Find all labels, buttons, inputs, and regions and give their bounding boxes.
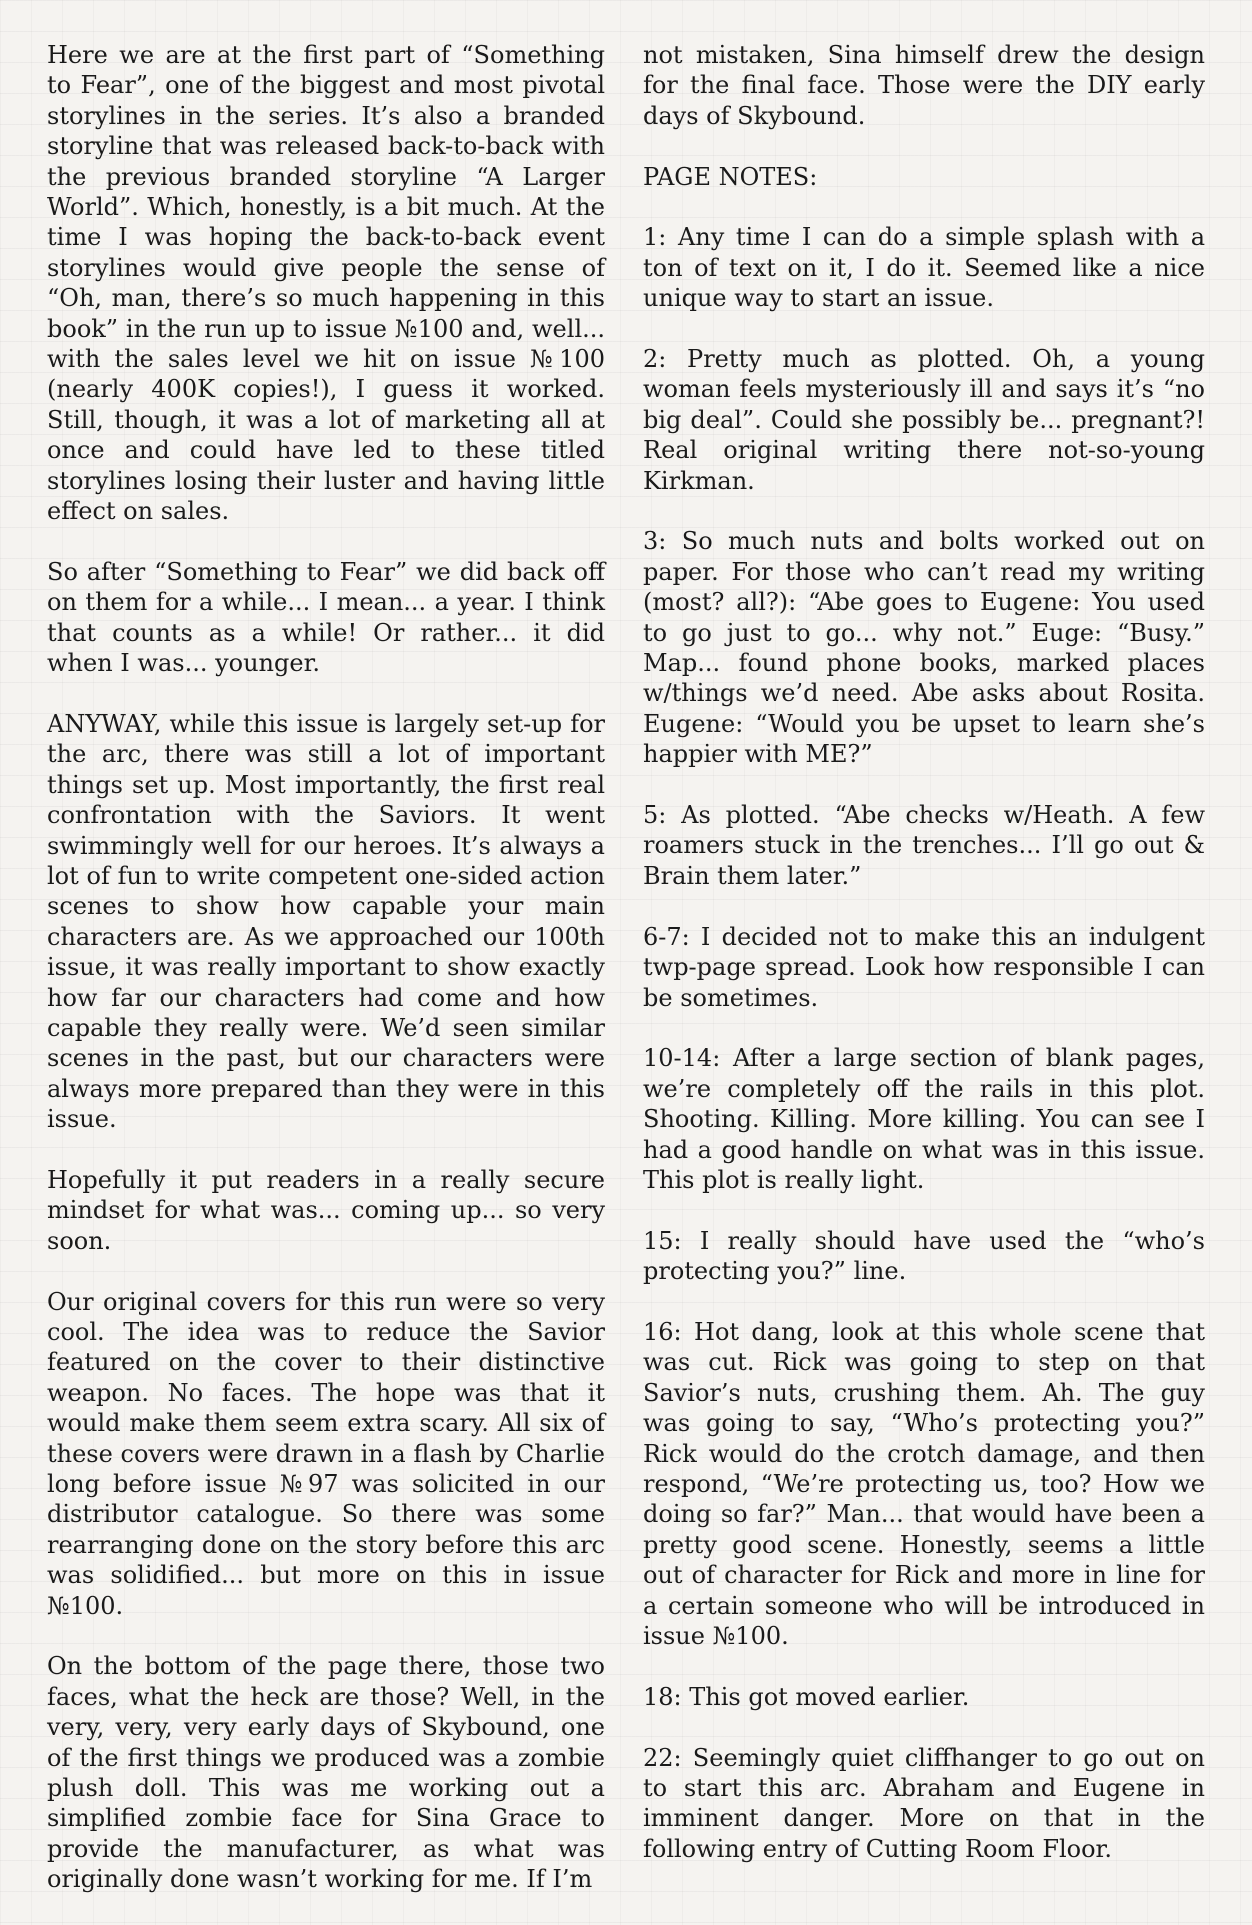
section-heading: PAGE NOTES:: [643, 162, 818, 191]
page-note: 18: This got moved earlier.: [643, 1682, 970, 1711]
page-note: 22: Seemingly quiet cliffhanger to go out on to start this arc. Abraham and Eugene in imminent danger. More on that in the following entry of Cutting Room Floor.: [643, 1743, 1205, 1863]
paragraph: On the bottom of the page there, those two faces, what the heck are those? Well, in the very, very, very early days of Skybound, one of the first things we produced was a zombie plush doll. This was me working out a simplified zombie face for Sina Grace to provide the manufacturer, as what was originally done wasn’t working for me. If I’m: [47, 1652, 605, 1894]
right-column: [643, 40, 1205, 1864]
paragraph: Here we are at the first part of “Something to Fear”, one of the biggest and most pivotal storylines in the series. It’s also a branded storyline that was released back-to-back with the previous branded storyline “A Larger World”. Which, honestly, is a bit much. At the time I was hoping the back-to-back event storylines would give people the sense of “Oh, man, there’s so much happening in this book” in the run up to issue №100 and, well... with the sales level we hit on issue №100 (nearly 400K copies!), I guess it worked. Still, though, it was a lot of marketing all at once and could have led to these titled storylines losing their luster and having little effect on sales.: [47, 41, 605, 526]
page-note: 1: Any time I can do a simple splash with a ton of text on it, I do it. Seemed like a nice unique way to start an issue.: [643, 223, 1205, 313]
page-note: 2: Pretty much as plotted. Oh, a young woman feels mysteriously ill and says it’s “no big deal”. Could she possibly be... pregnant?! Real original writing there not-so-young Kirkman.: [643, 345, 1205, 495]
page-note: 5: As plotted. “Abe checks w/Heath. A few roamers stuck in the trenches... I’ll go out & Brain them later.”: [643, 801, 1205, 890]
page-note: 16: Hot dang, look at this whole scene that was cut. Rick was going to step on that Savior’s nuts, crushing them. Ah. The guy was going to say, “Who’s protecting you?” Rick would do the crotch damage, and then respond, “We’re protecting us, too? How we doing so far?” Man... that would have been a pretty good scene. Honestly, seems a little out of character for Rick and more in line for a certain someone who will be introduced in issue №100.: [643, 1317, 1205, 1650]
page-note: 3: So much nuts and bolts worked out on paper. For those who can’t read my writing (most? all?): “Abe goes to Eugene: You used to go just to go... why not.” Euge: “Busy.” Map... found phone books, marked places w/things we’d need. Abe asks about Rosita. Eugene: “Would you be upset to learn she’s happier with ME?”: [643, 527, 1205, 769]
page-note: 10-14: After a large section of blank pages, we’re completely off the rails in this plot. Shooting. Killing. More killing. You can see I had a good handle on what was in this issue. This plot is really light.: [643, 1044, 1205, 1194]
paragraph: Our original covers for this run were so very cool. The idea was to reduce the Savior featured on the cover to their distinctive weapon. No faces. The hope was that it would make them seem extra scary. All six of these covers were drawn in a flash by Charlie long before issue №97 was solicited in our distributor catalogue. So there was some rearranging done on the story before this arc was solidified... but more on this in issue №100.: [47, 1287, 605, 1620]
paragraph: ANYWAY, while this issue is largely set-up for the arc, there was still a lot of important things set up. Most importantly, the first real confrontation with the Saviors. It went swimmingly well for our heroes. It’s always a lot of fun to write competent one-sided action scenes to show how capable your main characters are. As we approached our 100th issue, it was really important to show exactly how far our characters had come and how capable they really were. We’d seen similar scenes in the past, but our characters were always more prepared than they were in this issue.: [47, 709, 605, 1134]
paragraph: Hopefully it put readers in a really secure mindset for what was... coming up... so very soon.: [47, 1165, 605, 1255]
paragraph: So after “Something to Fear” we did back off on them for a while... I mean... a year. I think that counts as a while! Or rather... it did when I was... younger.: [47, 557, 605, 678]
page-note: 6-7: I decided not to make this an indulgent twp-page spread. Look how responsible I can be sometimes.: [643, 922, 1205, 1012]
page-note: 15: I really should have used the “who’s protecting you?” line.: [643, 1226, 1205, 1286]
paragraph: not mistaken, Sina himself drew the design for the final face. Those were the DIY early days of Skybound.: [643, 41, 1205, 130]
left-column: [47, 40, 605, 1895]
